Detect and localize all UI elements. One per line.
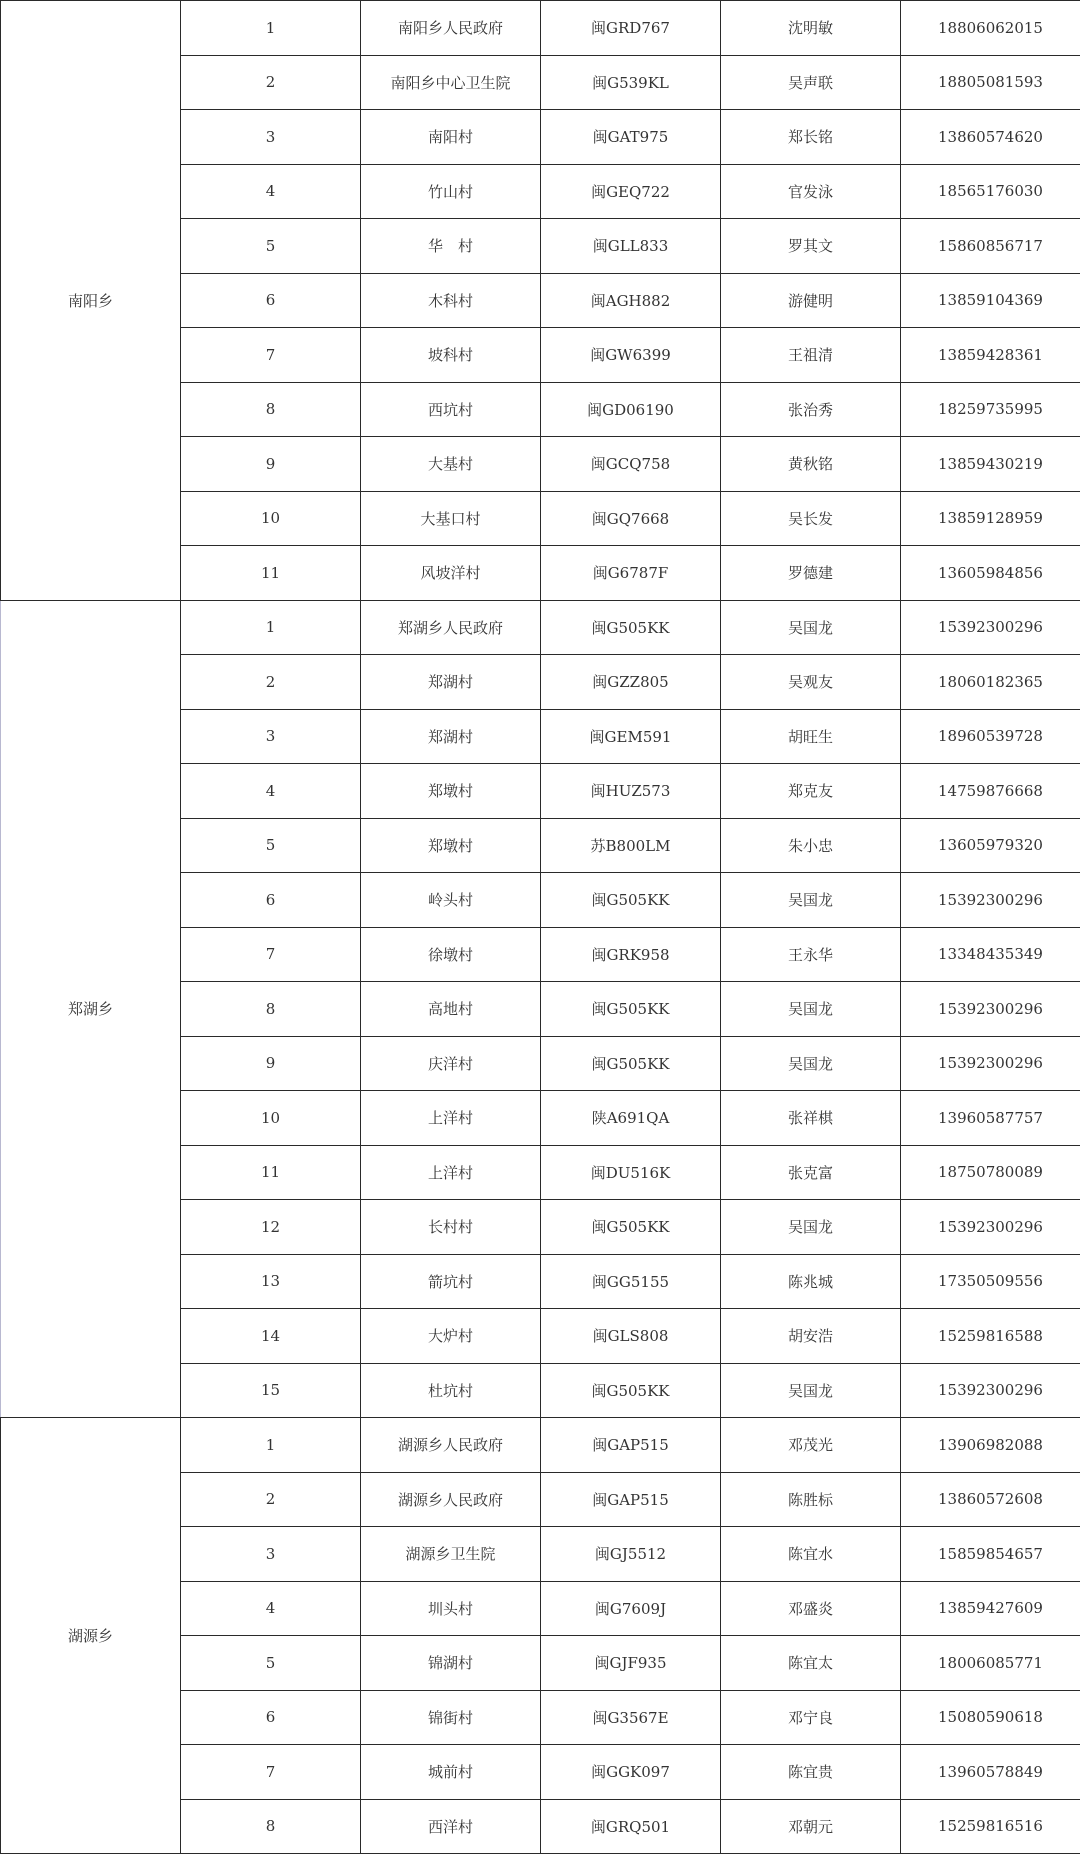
contact-name: 胡安浩 <box>721 1309 901 1364</box>
row-number: 2 <box>181 55 361 110</box>
phone-number: 13348435349 <box>901 927 1080 982</box>
row-number: 14 <box>181 1309 361 1364</box>
unit-name: 大基口村 <box>361 491 541 546</box>
license-plate: 闽DU516K <box>541 1145 721 1200</box>
unit-name: 坡科村 <box>361 328 541 383</box>
unit-name: 湖源乡人民政府 <box>361 1418 541 1473</box>
contact-name: 吴国龙 <box>721 600 901 655</box>
phone-number: 13960587757 <box>901 1091 1080 1146</box>
row-number: 8 <box>181 982 361 1037</box>
contact-name: 吴国龙 <box>721 982 901 1037</box>
license-plate: 闽GW6399 <box>541 328 721 383</box>
contact-name: 陈宜太 <box>721 1636 901 1691</box>
license-plate: 闽G505KK <box>541 982 721 1037</box>
row-number: 9 <box>181 1036 361 1091</box>
roster-body <box>1 1 1080 1854</box>
phone-number: 13960578849 <box>901 1745 1080 1800</box>
phone-number: 13859128959 <box>901 491 1080 546</box>
unit-name: 竹山村 <box>361 164 541 219</box>
row-number: 3 <box>181 1527 361 1582</box>
unit-name: 木科村 <box>361 273 541 328</box>
license-plate: 闽AGH882 <box>541 273 721 328</box>
phone-number: 14759876668 <box>901 764 1080 819</box>
unit-name: 长村村 <box>361 1200 541 1255</box>
phone-number: 13859428361 <box>901 328 1080 383</box>
row-number: 6 <box>181 873 361 928</box>
row-number: 8 <box>181 1799 361 1854</box>
license-plate: 闽GEQ722 <box>541 164 721 219</box>
license-plate: 闽GAT975 <box>541 110 721 165</box>
phone-number: 13906982088 <box>901 1418 1080 1473</box>
contact-name: 陈兆城 <box>721 1254 901 1309</box>
license-plate: 闽GAP515 <box>541 1418 721 1473</box>
license-plate: 闽GLS808 <box>541 1309 721 1364</box>
license-plate: 苏B800LM <box>541 818 721 873</box>
phone-number: 18805081593 <box>901 55 1080 110</box>
contact-name: 沈明敏 <box>721 1 901 56</box>
row-number: 8 <box>181 382 361 437</box>
row-number: 1 <box>181 1418 361 1473</box>
unit-name: 杜坑村 <box>361 1363 541 1418</box>
contact-name: 罗德建 <box>721 546 901 601</box>
phone-number: 18060182365 <box>901 655 1080 710</box>
row-number: 10 <box>181 491 361 546</box>
license-plate: 闽GAP515 <box>541 1472 721 1527</box>
row-number: 4 <box>181 764 361 819</box>
phone-number: 15392300296 <box>901 1363 1080 1418</box>
table-row <box>1 1418 1080 1473</box>
phone-number: 18750780089 <box>901 1145 1080 1200</box>
unit-name: 庆洋村 <box>361 1036 541 1091</box>
phone-number: 15392300296 <box>901 873 1080 928</box>
town-name: 湖源乡 <box>1 1418 181 1854</box>
unit-name: 圳头村 <box>361 1581 541 1636</box>
contact-name: 吴声联 <box>721 55 901 110</box>
unit-name: 华 村 <box>361 219 541 274</box>
phone-number: 18960539728 <box>901 709 1080 764</box>
license-plate: 闽GRK958 <box>541 927 721 982</box>
row-number: 11 <box>181 546 361 601</box>
license-plate: 闽GEM591 <box>541 709 721 764</box>
contact-name: 罗其文 <box>721 219 901 274</box>
license-plate: 闽GRD767 <box>541 1 721 56</box>
unit-name: 西坑村 <box>361 382 541 437</box>
row-number: 4 <box>181 1581 361 1636</box>
row-number: 7 <box>181 1745 361 1800</box>
license-plate: 闽G505KK <box>541 1200 721 1255</box>
phone-number: 13859104369 <box>901 273 1080 328</box>
unit-name: 城前村 <box>361 1745 541 1800</box>
contact-name: 邓宁良 <box>721 1690 901 1745</box>
unit-name: 箭坑村 <box>361 1254 541 1309</box>
contact-name: 官发泳 <box>721 164 901 219</box>
phone-number: 18006085771 <box>901 1636 1080 1691</box>
license-plate: 闽GZZ805 <box>541 655 721 710</box>
contact-name: 邓朝元 <box>721 1799 901 1854</box>
contact-name: 郑长铭 <box>721 110 901 165</box>
license-plate: 闽GLL833 <box>541 219 721 274</box>
unit-name: 风坡洋村 <box>361 546 541 601</box>
row-number: 4 <box>181 164 361 219</box>
contact-name: 张克富 <box>721 1145 901 1200</box>
unit-name: 上洋村 <box>361 1145 541 1200</box>
license-plate: 闽GCQ758 <box>541 437 721 492</box>
phone-number: 15259816588 <box>901 1309 1080 1364</box>
contact-name: 吴国龙 <box>721 1200 901 1255</box>
phone-number: 18259735995 <box>901 382 1080 437</box>
unit-name: 湖源乡卫生院 <box>361 1527 541 1582</box>
contact-name: 陈宜贵 <box>721 1745 901 1800</box>
contact-name: 陈胜标 <box>721 1472 901 1527</box>
table-row <box>1 600 1080 655</box>
unit-name: 湖源乡人民政府 <box>361 1472 541 1527</box>
contact-name: 朱小忠 <box>721 818 901 873</box>
row-number: 5 <box>181 1636 361 1691</box>
row-number: 9 <box>181 437 361 492</box>
unit-name: 锦街村 <box>361 1690 541 1745</box>
phone-number: 13605984856 <box>901 546 1080 601</box>
row-number: 2 <box>181 655 361 710</box>
unit-name: 南阳乡中心卫生院 <box>361 55 541 110</box>
unit-name: 上洋村 <box>361 1091 541 1146</box>
license-plate: 闽GQ7668 <box>541 491 721 546</box>
contact-name: 胡旺生 <box>721 709 901 764</box>
license-plate: 闽G505KK <box>541 1036 721 1091</box>
unit-name: 郑墩村 <box>361 818 541 873</box>
contact-name: 陈宜水 <box>721 1527 901 1582</box>
phone-number: 15392300296 <box>901 1200 1080 1255</box>
phone-number: 18806062015 <box>901 1 1080 56</box>
row-number: 15 <box>181 1363 361 1418</box>
license-plate: 闽GJF935 <box>541 1636 721 1691</box>
license-plate: 闽HUZ573 <box>541 764 721 819</box>
license-plate: 闽GD06190 <box>541 382 721 437</box>
contact-name: 黄秋铭 <box>721 437 901 492</box>
phone-number: 13859430219 <box>901 437 1080 492</box>
unit-name: 锦湖村 <box>361 1636 541 1691</box>
unit-name: 徐墩村 <box>361 927 541 982</box>
license-plate: 闽G539KL <box>541 55 721 110</box>
license-plate: 闽G505KK <box>541 873 721 928</box>
contact-name: 吴国龙 <box>721 873 901 928</box>
unit-name: 郑墩村 <box>361 764 541 819</box>
license-plate: 闽G6787F <box>541 546 721 601</box>
contact-name: 游健明 <box>721 273 901 328</box>
phone-number: 15392300296 <box>901 1036 1080 1091</box>
row-number: 2 <box>181 1472 361 1527</box>
contact-name: 吴长发 <box>721 491 901 546</box>
row-number: 7 <box>181 927 361 982</box>
phone-number: 13860574620 <box>901 110 1080 165</box>
license-plate: 闽GGK097 <box>541 1745 721 1800</box>
unit-name: 岭头村 <box>361 873 541 928</box>
unit-name: 郑湖乡人民政府 <box>361 600 541 655</box>
contact-name: 王祖清 <box>721 328 901 383</box>
phone-number: 15860856717 <box>901 219 1080 274</box>
phone-number: 18565176030 <box>901 164 1080 219</box>
unit-name: 南阳乡人民政府 <box>361 1 541 56</box>
row-number: 5 <box>181 818 361 873</box>
phone-number: 13860572608 <box>901 1472 1080 1527</box>
phone-number: 15859854657 <box>901 1527 1080 1582</box>
row-number: 3 <box>181 709 361 764</box>
phone-number: 15392300296 <box>901 982 1080 1037</box>
unit-name: 南阳村 <box>361 110 541 165</box>
table-row <box>1 1 1080 56</box>
license-plate: 闽G3567E <box>541 1690 721 1745</box>
contact-name: 邓茂光 <box>721 1418 901 1473</box>
unit-name: 高地村 <box>361 982 541 1037</box>
license-plate: 陕A691QA <box>541 1091 721 1146</box>
phone-number: 15259816516 <box>901 1799 1080 1854</box>
row-number: 1 <box>181 1 361 56</box>
contact-name: 吴国龙 <box>721 1036 901 1091</box>
unit-name: 郑湖村 <box>361 655 541 710</box>
license-plate: 闽G505KK <box>541 1363 721 1418</box>
row-number: 11 <box>181 1145 361 1200</box>
contact-name: 郑克友 <box>721 764 901 819</box>
contact-name: 张治秀 <box>721 382 901 437</box>
contact-name: 吴观友 <box>721 655 901 710</box>
contact-name: 邓盛炎 <box>721 1581 901 1636</box>
phone-number: 17350509556 <box>901 1254 1080 1309</box>
town-name: 郑湖乡 <box>1 600 181 1418</box>
contact-name: 张祥棋 <box>721 1091 901 1146</box>
unit-name: 大基村 <box>361 437 541 492</box>
row-number: 10 <box>181 1091 361 1146</box>
license-plate: 闽G7609J <box>541 1581 721 1636</box>
phone-number: 15080590618 <box>901 1690 1080 1745</box>
row-number: 6 <box>181 273 361 328</box>
phone-number: 13605979320 <box>901 818 1080 873</box>
license-plate: 闽GJ5512 <box>541 1527 721 1582</box>
contact-name: 吴国龙 <box>721 1363 901 1418</box>
license-plate: 闽G505KK <box>541 600 721 655</box>
row-number: 13 <box>181 1254 361 1309</box>
town-name: 南阳乡 <box>1 1 181 601</box>
license-plate: 闽GG5155 <box>541 1254 721 1309</box>
row-number: 12 <box>181 1200 361 1255</box>
row-number: 1 <box>181 600 361 655</box>
license-plate: 闽GRQ501 <box>541 1799 721 1854</box>
row-number: 7 <box>181 328 361 383</box>
unit-name: 郑湖村 <box>361 709 541 764</box>
contact-name: 王永华 <box>721 927 901 982</box>
row-number: 5 <box>181 219 361 274</box>
phone-number: 15392300296 <box>901 600 1080 655</box>
unit-name: 西洋村 <box>361 1799 541 1854</box>
unit-name: 大炉村 <box>361 1309 541 1364</box>
row-number: 6 <box>181 1690 361 1745</box>
phone-number: 13859427609 <box>901 1581 1080 1636</box>
row-number: 3 <box>181 110 361 165</box>
